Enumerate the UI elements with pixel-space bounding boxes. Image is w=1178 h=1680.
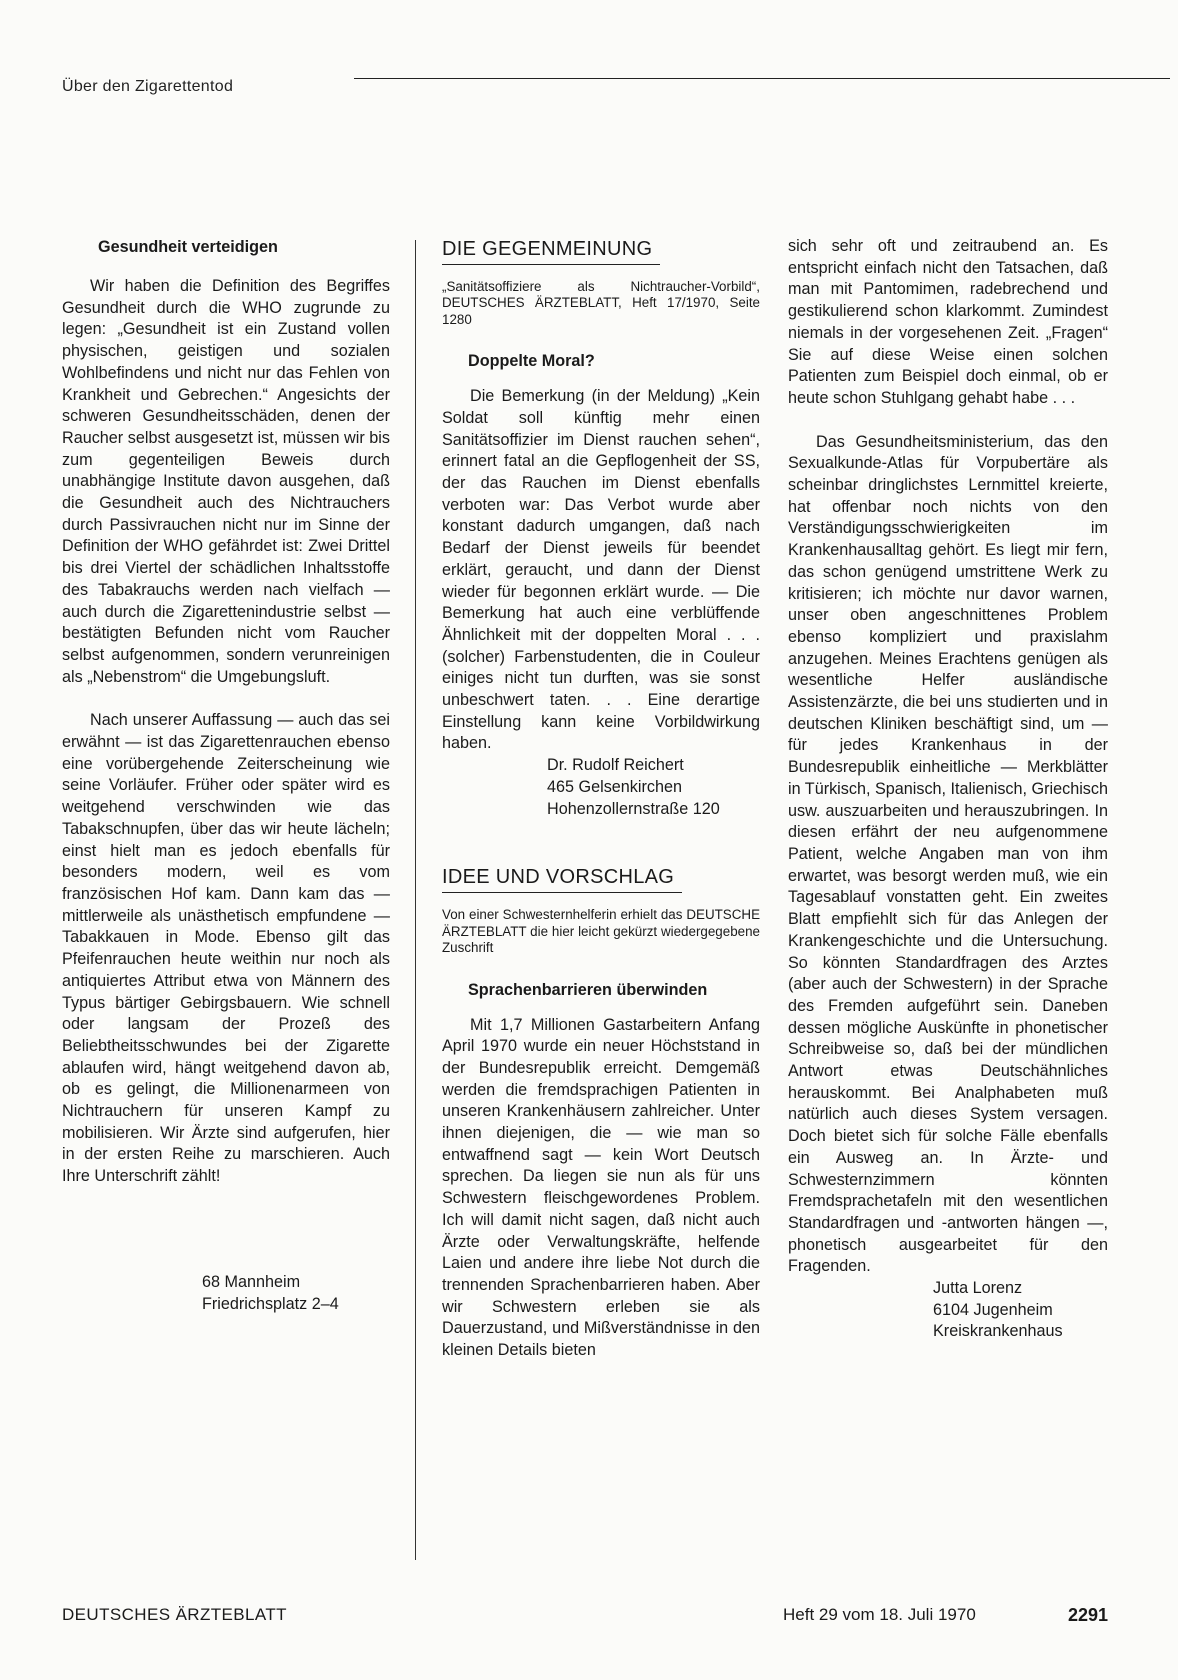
address-block	[202, 1272, 390, 1315]
paragraph: Mit 1,7 Millionen Gastarbeitern Anfang April 1970 wurde ein neuer Höchststand in der Bundesrepublik erreicht. Demgemäß werden die fremdsprachigen Patienten in unseren Krankenhäusern zahlreicher. Unter ihnen diejenigen, die — wie man so entwaffnend sagt — kein Wort Deutsch sprechen. Da liegen sie nun als für uns Schwestern fleischgewordenes Problem. Ich will damit nicht sagen, daß nicht auch Ärzte oder Verwaltungskräfte, helfende Laien und andere ihre liebe Not durch die trennenden Sprachenbarrieren haben. Aber wir Schwestern erleben sie als Dauerzustand, und Mißverständnisse in den kleinen Details bieten	[442, 1015, 760, 1360]
reference-note: „Sanitätsoffiziere als Nichtraucher-Vorbild“, DEUTSCHES ÄRZTEBLATT, Heft 17/1970, Seite 1280	[442, 279, 760, 327]
paragraph: Nach unserer Auffassung — auch das sei erwähnt — ist das Zigarettenrauchen ebenso eine vorübergehende Zeiterscheinung wie seine Vorläufer. Früher oder später wird es weitgehend verschwinden wie das Tabakschnupfen, über das wir heute lächeln; einst hielt man es jedoch ebenfalls für besonders modern, weil es vom französischen Hof kam. Dann kam das — mittlerweile als unästhetisch empfundene — Tabakkauen in Mode. Ebenso gilt das Pfeifenrauchen heute weithin nur noch als antiquiertes Attribut etwa von Männern des Typus bärtiger Gebirgsbauern. Wie schnell oder langsam der Prozeß des Beliebtheitsschwundes bei der Zigarette ablaufen wird, hängt weitgehend davon ab, ob es gelingt, die Millionenarmeen von Nichtrauchern für unseren Kampf zu mobilisieren. Wir Ärzte sind aufgerufen, hier in der ersten Reihe zu marschieren. Auch Ihre Unterschrift zählt!	[62, 711, 390, 1186]
signature-place: Kreiskrankenhaus	[933, 1322, 1063, 1341]
column-divider	[415, 240, 416, 1560]
column-right	[788, 236, 1108, 1343]
paragraph: Die Bemerkung (in der Meldung) „Kein Soldat soll künftig mehr einen Sanitätsoffizier im Dienst rauchen sehen“, erinnert fatal an die Gepflogenheit der SS, der das Rauchen im Dienst ebenfalls verboten war: Das Verbot wurde aber konstant dadurch umgangen, daß nach Bedarf der Dienst jeweils für beendet erklärt, geraucht, und dann der Dienst wieder für begonnen erklärt wurde. — Die Bemerkung hat auch eine verblüffende Ähnlichkeit mit der doppelten Moral . . . (solcher) Farbenstudenten, die in Couleur einiges nicht tun durften, was sie sonst unbeschwert taten. . . Eine derartige Einstellung kann keine Vorbildwirkung haben.	[442, 387, 760, 753]
letter-heading: Sprachenbarrieren überwinden	[468, 980, 708, 999]
paragraph: Das Gesundheitsministerium, das den Sexualkunde-Atlas für Vorpubertäre als scheinbar dringlichstes Lernmittel kreierte, hat offenbar noch nichts von den Verständigungsschwierigkeiten im Krankenhausalltag gehört. Es liegt mir fern, das schon genügend umstrittene Werk zu kritisieren; ich möchte nur davor warnen, unser oben angeschnittenes Problem ebenso kompliziert und praxislahm anzugehen. Meines Erachtens genügen als wesentliche Helfer ausländische Assistenzärzte, die bei uns studierten und in deutschen Kliniken beschäftigt sind, um — für jedes Krankenhaus in der Bundesrepublik einheitliche — Merkblätter in Türkisch, Spanisch, Italienisch, Griechisch usw. auszuarbeiten und herauszubringen. In diesen erfährt der neu aufgenommene Patient, welche Angaben man von ihm erwartet, was besorgt werden muß, wie ein Tagesablauf vonstatten geht. Ein zweites Blatt empfiehlt sich für das Anlegen der Krankengeschichte und die Untersuchung. So könnten Standardfragen des Arztes (aber auch der Schwestern) in der Sprache des Fremden aufgeführt sein. Daneben dessen mögliche Auskünfte in phonetischer Schreibweise so, daß bei der mündlichen Antwort etwas Deutschähnliches herauskommt. Bei Analphabeten muß natürlich auch dieses System versagen. Doch bietet sich für solche Fälle ebenfalls ein Ausweg an. In Ärzte- und Schwesternzimmern könnten Fremdsprachetafeln mit den wesentlichen Standardfragen und -antworten hängen —, phonetisch ausgearbeitet für den Fragenden.	[788, 432, 1108, 1276]
issue-info: Heft 29 vom 18. Juli 1970	[783, 1605, 976, 1624]
section-title: Über den Zigarettentod	[62, 78, 234, 95]
journal-name: DEUTSCHES ÄRZTEBLATT	[62, 1605, 287, 1624]
signature-street: Hohenzollernstraße 120	[547, 799, 720, 818]
header-rule	[354, 78, 1170, 79]
signature-city: 6104 Jugenheim	[933, 1300, 1053, 1319]
rubric-heading: IDEE UND VORSCHLAG	[442, 864, 682, 893]
signature-block	[547, 755, 760, 820]
rubric-heading: DIE GEGENMEINUNG	[442, 236, 660, 265]
page-number: 2291	[1067, 1605, 1108, 1625]
article-heading: Gesundheit verteidigen	[98, 238, 278, 256]
signature-name: Jutta Lorenz	[933, 1279, 1023, 1298]
paragraph: Wir haben die Definition des Begriffes Gesundheit durch die WHO zugrunde zu legen: „Gesundheit ist ein Zustand vollen physischen, geistigen und sozialen Wohlbefindens und nicht nur das Fehlen von Krankheit und Gebrechen.“ Angesichts der schweren Gesundheitsschäden, denen der Raucher selbst ausgesetzt ist, müssen wir bis zum gegenteiligen Beweis durch unabhängige Institute davon ausgehen, daß die Gesundheit auch des Nichtrauchers durch Passivrauchen nicht nur im Sinne der Definition der WHO gefährdet ist: Zwei Drittel bis drei Viertel der schädlichen Inhaltsstoffe des Tabakrauchs werden nach vielfach — auch durch die Zigarettenindustrie selbst — bestätigten Befunden nicht vom Raucher selbst aufgenommen, sondern verunreinigen als „Nebenstrom“ die Umgebungsluft.	[62, 277, 390, 686]
address-city: 68 Mannheim	[202, 1272, 301, 1291]
signature-city: 465 Gelsenkirchen	[547, 777, 682, 796]
reference-note: Von einer Schwesternhelferin erhielt das DEUTSCHE ÄRZTEBLATT die hier leicht gekürzt wiedergegebene Zuschrift	[442, 907, 760, 956]
running-header	[62, 78, 1112, 100]
paragraph: sich sehr oft und zeitraubend an. Es entspricht einfach nicht den Tatsachen, daß man mit Pantomimen, radebrechend und gestikulierend schon klarkommt. Zumindest niemals in der vorgesehenen Zeit. „Fragen“ Sie auf diese Weise einen solchen Patienten zum Beispiel doch einmal, ob er heute schon Stuhlgang gehabt habe . . .	[788, 237, 1108, 407]
letter-heading: Doppelte Moral?	[468, 352, 595, 371]
signature-block	[933, 1278, 1108, 1343]
column-middle	[442, 236, 760, 1362]
column-left	[62, 236, 390, 1315]
signature-name: Dr. Rudolf Reichert	[547, 756, 684, 775]
address-street: Friedrichsplatz 2–4	[202, 1294, 339, 1313]
